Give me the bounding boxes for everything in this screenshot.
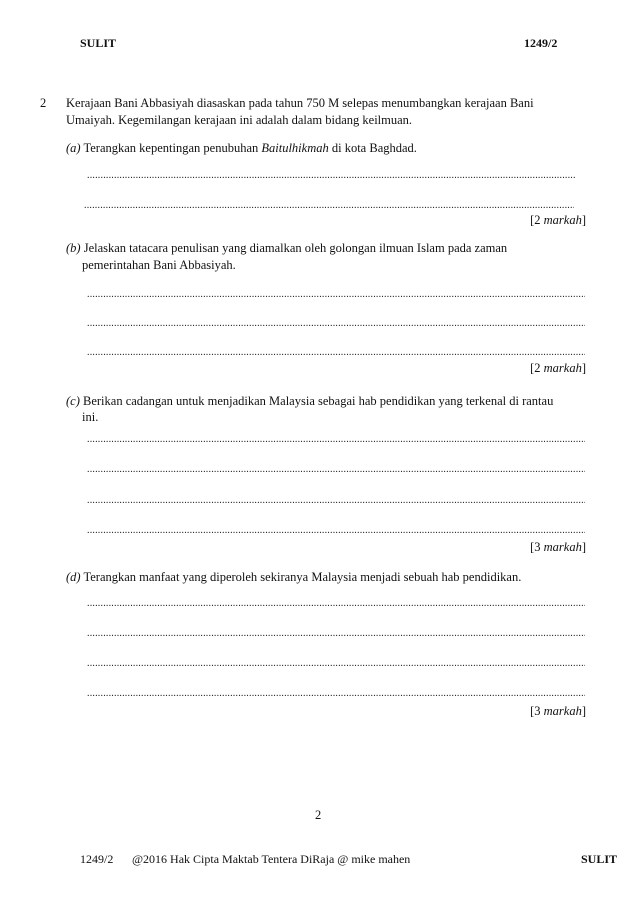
- part-c-question-line2: ini.: [82, 410, 99, 424]
- part-d-question: (d) Terangkan manfaat yang diperoleh sekiranya Malaysia menjadi sebuah hab pendidikan.: [66, 570, 522, 584]
- footer-paper-code: 1249/2: [80, 852, 114, 866]
- part-c-label: (c): [66, 394, 80, 408]
- answer-line[interactable]: [87, 318, 585, 332]
- part-a-text-after: di kota Baghdad.: [331, 141, 417, 155]
- question-stem-line2: Umaiyah. Kegemilangan kerajaan ini adalah dalam bidang keilmuan.: [66, 113, 413, 127]
- footer-copyright: @2016 Hak Cipta Maktab Tentera DiRaja @ mike mahen: [132, 852, 411, 866]
- part-d-label: (d): [66, 570, 81, 584]
- part-d-marks: [3 markah]: [530, 704, 586, 718]
- answer-line[interactable]: [84, 200, 574, 214]
- header-sulit: SULIT: [80, 36, 117, 50]
- answer-line[interactable]: [87, 598, 585, 612]
- part-a-text-before: Terangkan kepentingan penubuhan: [83, 141, 259, 155]
- part-c-question-line1: (c) Berikan cadangan untuk menjadikan Malaysia sebagai hab pendidikan yang terkenal di rantau: [66, 394, 554, 408]
- answer-line[interactable]: [87, 170, 575, 184]
- part-c-marks: [3 markah]: [530, 540, 586, 554]
- part-a-emphasis: Baitulhikmah: [261, 141, 329, 155]
- answer-line[interactable]: [87, 464, 585, 478]
- answer-line[interactable]: [87, 525, 585, 539]
- part-b-label: (b): [66, 241, 81, 255]
- footer-sulit: SULIT: [581, 852, 618, 866]
- answer-line[interactable]: [87, 628, 585, 642]
- question-stem-line1: Kerajaan Bani Abbasiyah diasaskan pada tahun 750 M selepas menumbangkan kerajaan Bani: [66, 96, 534, 110]
- part-b-marks: [2 markah]: [530, 361, 586, 375]
- answer-line[interactable]: [87, 495, 585, 509]
- part-a-label: (a): [66, 141, 81, 155]
- answer-line[interactable]: [87, 289, 585, 303]
- answer-line[interactable]: [87, 347, 585, 361]
- part-b-question-line2: pemerintahan Bani Abbasiyah.: [82, 258, 236, 272]
- answer-line[interactable]: [87, 434, 585, 448]
- answer-line[interactable]: [87, 658, 585, 672]
- header-paper-code: 1249/2: [524, 36, 558, 50]
- question-number: 2: [40, 96, 47, 110]
- answer-line[interactable]: [87, 688, 585, 702]
- part-b-question-line1: (b) Jelaskan tatacara penulisan yang diamalkan oleh golongan ilmuan Islam pada zaman: [66, 241, 508, 255]
- page-number: 2: [315, 808, 322, 822]
- part-a-question: [66, 141, 417, 156]
- part-a-marks: [2 markah]: [530, 213, 586, 227]
